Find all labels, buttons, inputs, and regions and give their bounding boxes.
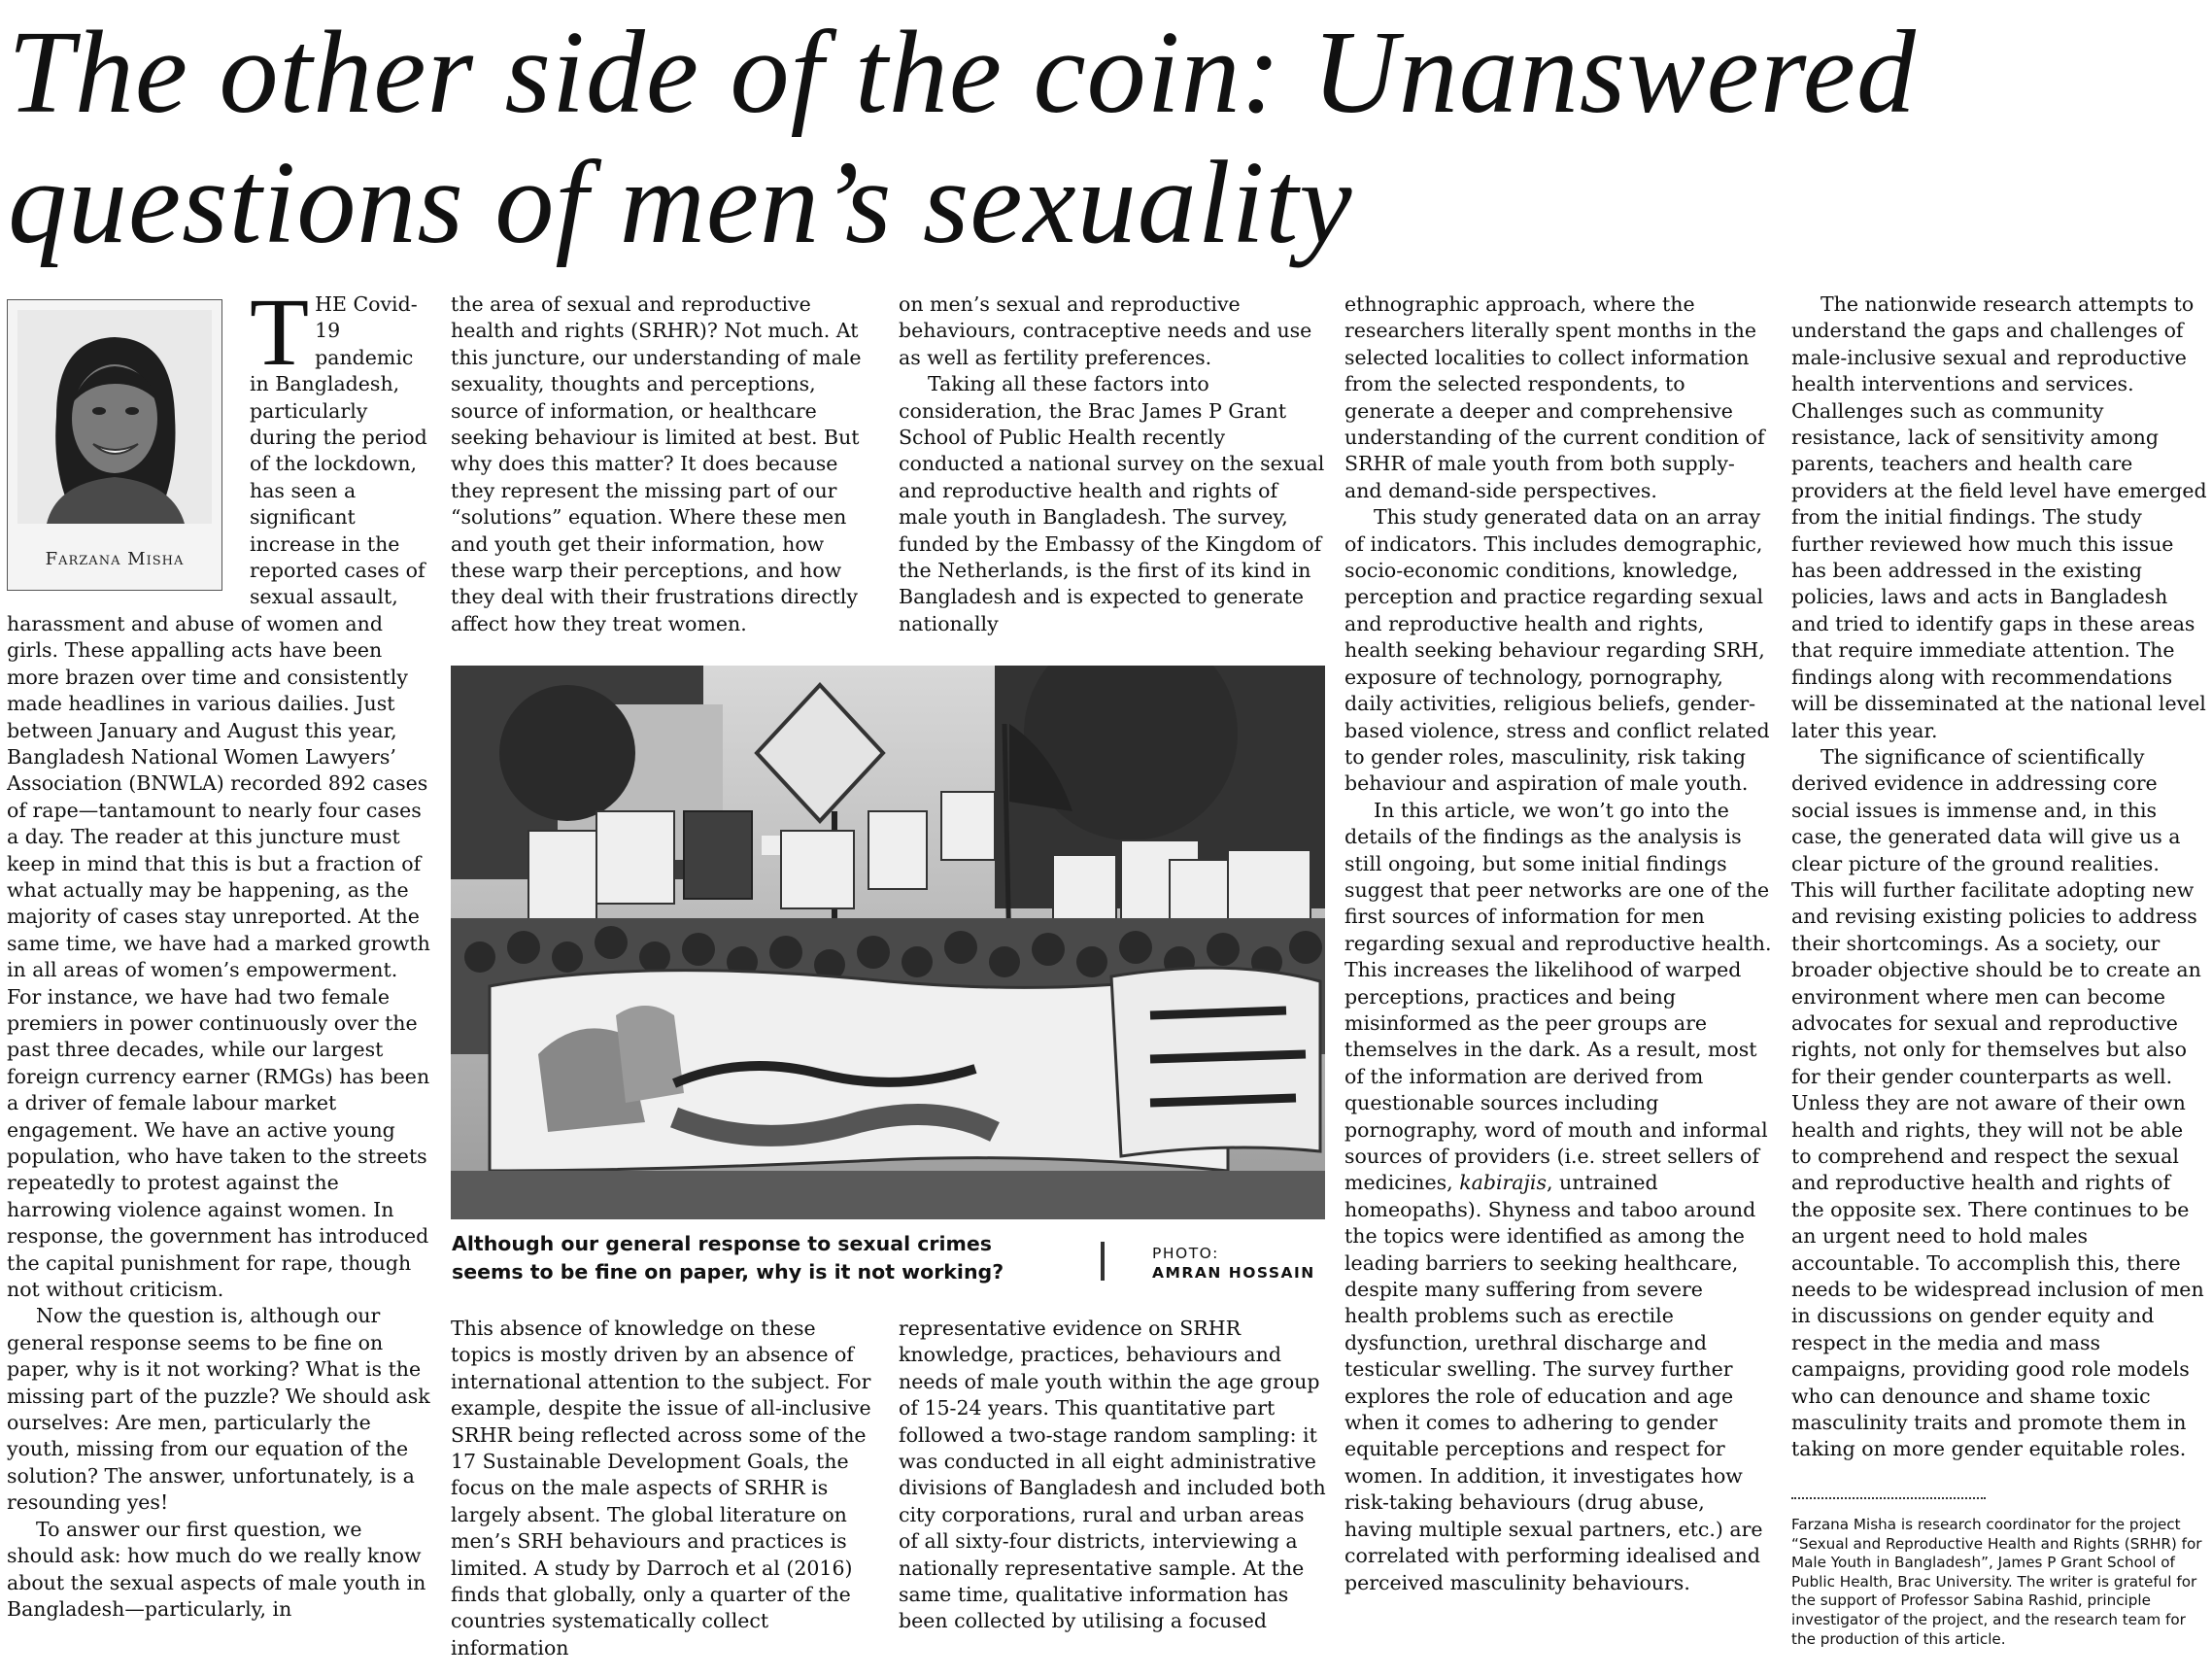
photo-caption: Although our general response to sexual crimes seems to be fine on paper, why is it not working? — [452, 1232, 1004, 1283]
paragraph: the area of sexual and reproductive health and rights (SRHR)? Not much. At this juncture, our understanding of male sexuality, thoughts and perceptions, source of information, or healthcare seeking behaviour is limited at best. But why does this matter? It does because they represent the missing part of our “solutions” equation. Where these men and youth get their information, how these warp their perceptions, and how they deal with their frustrations directly affect how they treat women. — [451, 292, 862, 635]
photo-credit — [1152, 1244, 1315, 1283]
photo-credit-label: PHOTO: — [1152, 1245, 1219, 1262]
column-4 — [1344, 291, 1772, 1596]
text-run: In this article, we won’t go into the details of the findings as the analysis is still ongoing, but some initial findings suggest that peer networks are one of the first sources of information for men regarding sexual and reproductive health. This increases the likelihood of warped perceptions, practices and being misinformed as the peer groups are themselves in the dark. As a result, most of the information are derived from questionable sources including pornography, word of mouth and informal sources of providers (i.e. street sellers of medicines, — [1344, 798, 1772, 1195]
protest-image — [451, 666, 1325, 1219]
paragraph: representative evidence on SRHR knowledge, practices, behaviours and needs of male youth within the age group of 15-24 years. This quantitative part followed a two-stage random sampling: it was conducted in all eight administrative divisions of Bangladesh and included both city corporations, rural and urban areas of all sixty-four districts, interviewing a nationally representative sample. At the same time, qualitative information has been collected by utilising a focused — [899, 1317, 1326, 1633]
photo-credit-name: AMRAN HOSSAIN — [1152, 1264, 1315, 1282]
paragraph: To answer our first question, we should ask: how much do we really know about the sexual aspects of male youth in Bangladesh—particularly, in — [7, 1517, 426, 1621]
credit-divider — [1101, 1242, 1105, 1281]
column-5 — [1791, 291, 2207, 1463]
paragraph: Taking all these factors into consideration, the Brac James P Grant School of Public Health recently conducted a national survey on the sexual and reproductive health and rights of male youth in Bangladesh. The survey, funded by the Embassy of the Kingdom of the Netherlands, is the first of its kind in Bangladesh and is expected to generate nationally — [899, 372, 1325, 635]
protest-photo — [451, 666, 1325, 1219]
author-bio: Farzana Misha is research coordinator for the project “Sexual and Reproductive Health and Rights (SRHR) for Male Youth in Bangladesh”, James P Grant School of Public Health, Brac University. The writer is grateful for the support of Professor Sabina Rashid, principle investigator of the project, and the research team for the production of this article. — [1791, 1516, 2202, 1648]
author-portrait — [7, 299, 222, 591]
paragraph — [1344, 798, 1772, 1596]
drop-cap: T — [250, 278, 310, 386]
paragraph: The significance of scientifically derived evidence in addressing core social issues is immense and, in this case, the generated data will give us a clear picture of the ground realities. This will further facilitate adopting new and revising existing policies to address their shortcomings. As a society, our broader objective should be to create an environment where men can become advocates for sexual and reproductive rights, not only for themselves but also for their gender counterparts as well. Unless they are not aware of their own health and rights, they will not be able to comprehend and respect the sexual and reproductive health and rights of the opposite sex. There continues to be an urgent need to hold males accountable. To accomplish this, there needs to be widespread inclusion of men in discussions on gender equity and respect in the media and mass campaigns, providing good role models who can denounce and shame toxic masculinity traits and promote them in taking on more gender equitable roles. — [1791, 744, 2204, 1461]
paragraph: This absence of knowledge on these topics is mostly driven by an absence of international attention to the subject. For example, despite the issue of all-inclusive SRHR being reflected across some of the 17 Sustainable Development Goals, the focus on the male aspects of SRHR is largely absent. The global literature on men’s SRH behaviours and practices is limited. A study by Darroch et al (2016) finds that globally, only a quarter of the countries systematically collect information — [451, 1317, 871, 1660]
paragraph: HE Covid-19 pandemic in Bangladesh, particularly during the period of the lockdown, has seen a significant increase in the reported cases of sexual assault, harassment and abuse of women and girls. These appalling acts have been more brazen over time and consistently made headlines in various dailies. Just between January and August this year, Bangladesh National Women Lawyers’ Association (BNWLA) recorded 892 cases of rape—tantamount to nearly four cases a day. The reader at this juncture must keep in mind that this is but a fraction of what actually may be happening, as the majority of cases stay unreported. At the same time, we have had a marked growth in all areas of women’s empowerment. For instance, we have had two female premiers in power continuously over the past three decades, while our largest foreign currency earner (RMGs) has been a driver of female labour market engagement. We have an active young population, who have taken to the streets repeatedly to protest against the harrowing violence against women. In response, the government has introduced the capital punishment for rape, though not without criticism. — [7, 292, 430, 1302]
paragraph: The nationwide research attempts to understand the gaps and challenges of male-inclusive sexual and reproductive health interventions and services. Challenges such as community resistance, lack of sensitivity among parents, teachers and health care providers at the field level have emerged from the initial findings. The study further reviewed how much this issue has been addressed in the existing policies, laws and acts in Bangladesh and tried to identify gaps in these areas that require immediate attention. The findings along with recommendations will be disseminated at the national level later this year. — [1791, 292, 2207, 742]
column-3-top — [899, 291, 1326, 637]
paragraph: Now the question is, although our general response seems to be fine on paper, why is it not working? What is the missing part of the puzzle? We should ask ourselves: Are men, particularly the youth, missing from our equation of the solution? The answer, unfortunately, is a resounding yes! — [7, 1304, 430, 1515]
paragraph: on men’s sexual and reproductive behaviours, contraceptive needs and use as well as fertility preferences. — [899, 292, 1312, 369]
column-2-top — [451, 291, 878, 637]
paragraph: ethnographic approach, where the researchers literally spent months in the selected localities to collect information from the selected respondents, to generate a deeper and comprehensive understanding of the current condition of SRHR of male youth from both supply- and demand-side perspectives. — [1344, 292, 1765, 502]
author-photo — [17, 310, 212, 524]
paragraph: This study generated data on an array of indicators. This includes demographic, socio-economic conditions, knowledge, perception and practice regarding sexual and reproductive health and rights, health seeking behaviour regarding SRH, exposure of technology, pornography, daily activities, religious beliefs, gender-based violence, stress and conflict related to gender roles, masculinity, risk taking behaviour and aspiration of male youth. — [1344, 505, 1770, 796]
column-2-bottom — [451, 1316, 878, 1661]
column-1 — [7, 278, 434, 1623]
author-name: Farzana Misha — [45, 548, 185, 569]
italic-term: kabirajis — [1459, 1171, 1547, 1195]
column-3-bottom — [899, 1316, 1326, 1635]
text-run: , untrained homeopaths). Shyness and taboo around the topics were identified as among the leading barriers to seeking healthcare, despite many suffering from severe health problems such as erectile dysfunction, urethral discharge and testicular swelling. The survey further explores the role of education and age when it comes to adhering to gender equitable perceptions and respect for women. In addition, it investigates how risk-taking behaviours (drug abuse, having multiple sexual partners, etc.) are correlated with performing idealised and perceived masculinity behaviours. — [1344, 1171, 1763, 1594]
bio-divider — [1791, 1497, 1986, 1499]
headline: The other side of the coin: Unanswered questions of men’s sexuality — [8, 7, 1917, 268]
